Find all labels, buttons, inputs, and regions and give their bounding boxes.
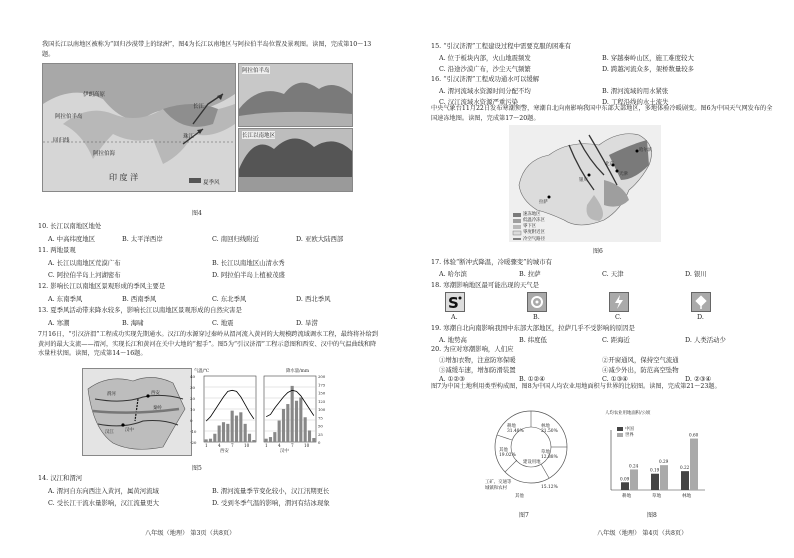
precip-bar xyxy=(269,437,272,442)
fig6-legend-3: 零下区 xyxy=(523,224,537,229)
precip-tick-label: 150 xyxy=(318,390,326,396)
page-4 xyxy=(397,0,794,558)
q11-stem: 11. 两地景观 xyxy=(38,246,76,254)
temp-line xyxy=(206,390,254,421)
fig6-label-harbin: 哈尔滨 xyxy=(639,148,653,153)
fig8-value-label: 0.24 xyxy=(629,463,639,469)
photo-label-arabia: 阿拉伯半岛 xyxy=(242,68,270,74)
fig5-label-qinling: 秦岭 xyxy=(153,406,162,411)
temp-tick-label: 30 xyxy=(190,385,196,390)
q19-option-b[interactable]: B. 纬度低 xyxy=(519,336,547,344)
precip-bar xyxy=(222,422,225,442)
fig6-label-yinchuan: 银川 xyxy=(579,178,588,183)
q11-option-c[interactable]: C. 阿拉伯半岛上河湖密布 xyxy=(48,271,121,279)
month-tick-label: 1 xyxy=(265,443,268,448)
precip-bar xyxy=(248,434,251,442)
page-4-footer: 八年级（地理） 第4页（共8页） xyxy=(597,530,688,537)
precip-bar xyxy=(235,416,238,442)
fig6-label-lhasa: 拉萨 xyxy=(539,200,548,205)
q19-option-a[interactable]: A. 地势高 xyxy=(439,336,467,344)
q16-option-c[interactable]: C. 汉江流域水资源严重污染 xyxy=(439,98,519,106)
q13-option-a[interactable]: A. 寒潮 xyxy=(48,319,70,327)
fig8-chart xyxy=(601,410,709,506)
photo-label-south: 长江以南地区 xyxy=(242,133,276,139)
intro-14-16: 7月16日，“引汉济渭”工程成功实现先期通水。汉江的水源穿过秦岭从渭河流入黄河的大规模跨流域调水工程，最终将补给到黄河的最大支流——渭河，实现长江和黄河在关中大地的“握手”。图5为“引汉济渭”工程示意图和西安、汉中的气温曲线和降水量柱状图。读图，完成第14～16题。 xyxy=(38,331,378,357)
fig7-note-2: 城镇和农村 xyxy=(485,486,507,491)
precip-bar xyxy=(252,440,255,442)
precip-tick-label: 75 xyxy=(318,415,323,421)
q12-option-c[interactable]: C. 东北季风 xyxy=(212,295,247,303)
q16-option-d[interactable]: D. 工程沿线的水土流失 xyxy=(602,98,669,106)
q17-option-d[interactable]: D. 银川 xyxy=(685,270,707,278)
fig8-value-label: 0.60 xyxy=(689,432,699,438)
q19-option-d[interactable]: D. 人类活动少 xyxy=(685,336,726,344)
q20-stem: 20. 为应对寒潮影响，人们应 xyxy=(431,345,514,353)
fig5-city-xian: 西安 xyxy=(220,449,229,454)
month-tick-label: 10 xyxy=(244,443,250,448)
q18-stem: 18. 寒潮影响地区最可能出现的天气是 xyxy=(431,281,540,289)
fig8-bar xyxy=(630,469,638,490)
precip-tick-label: 0 xyxy=(318,440,321,445)
month-tick-label: 4 xyxy=(218,443,221,448)
q13-option-c[interactable]: C. 地震 xyxy=(212,319,234,327)
q11-option-b[interactable]: B. 长江以南地区山清水秀 xyxy=(212,259,285,267)
precip-bar xyxy=(282,409,285,442)
q15-option-c[interactable]: C. 沿途沙漠广布，沙尘天气频繁 xyxy=(439,65,531,73)
map-label-tropic: 回归线 xyxy=(53,138,70,144)
q15-option-d[interactable]: D. 跨越河流众多，架桥数量较多 xyxy=(602,65,695,73)
precip-bar xyxy=(273,432,276,442)
fig6-label-tianjin: 天津 xyxy=(619,172,628,177)
q20-option-a[interactable]: A. ①②③ xyxy=(439,375,465,383)
q11-option-a[interactable]: A. 长江以南地区荒漠广布 xyxy=(48,259,121,267)
map-legend-monsoon: 夏季风 xyxy=(203,180,220,186)
q13-option-b[interactable]: B. 海啸 xyxy=(122,319,144,327)
q12-option-a[interactable]: A. 东南季风 xyxy=(48,295,83,303)
fig5-map xyxy=(82,368,192,456)
fig7-slice-3-value: 12.88% xyxy=(541,455,558,460)
fig8-legend-china: 中国 xyxy=(625,427,634,432)
fig7-note-1: 工矿、交通等 xyxy=(485,480,512,485)
q19-option-c[interactable]: C. 距海近 xyxy=(602,336,630,344)
fig7-slice-1-value: 31.48% xyxy=(507,429,524,434)
precip-bar xyxy=(231,411,234,442)
q17-option-b[interactable]: B. 拉萨 xyxy=(519,270,541,278)
precip-tick-label: 125 xyxy=(318,398,326,404)
fig7-pie xyxy=(485,405,593,505)
q16-stem: 16. “引汉济渭”工程成功通水可以缓解 xyxy=(431,75,540,83)
precip-tick-label: 100 xyxy=(318,407,326,412)
temp-tick-label: 10 xyxy=(190,407,196,412)
q20-statement-1: ①增加衣物，注意防寒保暖 xyxy=(439,356,516,364)
fig7-slice-3-name: 草地 xyxy=(541,450,550,455)
q10-option-c[interactable]: C. 南回归线附近 xyxy=(212,235,260,243)
q15-option-a[interactable]: A. 位于板块内部，火山地震频发 xyxy=(439,54,531,62)
fig5-climate-charts xyxy=(190,368,330,454)
intro-10-13: 我国长江以南地区被称为“回归沙漠带上的绿洲”，图4为长江以南地区与阿拉伯半岛位置及景观图。读图，完成第10～13题。 xyxy=(42,41,372,58)
map-label-indian-ocean: 印 度 洋 xyxy=(109,173,139,182)
month-tick-label: 7 xyxy=(231,443,234,448)
fig4-photo-south xyxy=(238,128,353,192)
q18-option-a[interactable]: A. xyxy=(451,313,458,321)
q20-statement-2: ②开窗通风，保持空气流通 xyxy=(602,356,679,364)
q14-option-b[interactable]: B. 渭河流量季节变化较小，汉江汛期更长 xyxy=(212,487,330,495)
fig8-bar xyxy=(651,474,659,490)
fig7-caption: 图7 xyxy=(519,512,529,519)
temp-tick-label: -10 xyxy=(190,429,197,434)
map-label-arabia: 阿拉伯半岛 xyxy=(55,114,83,120)
q11-option-d[interactable]: D. 阿拉伯半岛上植被茂盛 xyxy=(212,271,285,279)
month-tick-label: 4 xyxy=(278,443,281,448)
precip-bar xyxy=(213,434,216,442)
temp-tick-label: 20 xyxy=(190,396,196,401)
freezing-rain-weather-icon xyxy=(691,292,711,312)
fig6-legend-2: 低温冷冻区 xyxy=(523,218,545,223)
fig8-title: 人均农业用地面积/公顷 xyxy=(605,411,651,416)
fig7-slice-5-name: 其他 xyxy=(499,448,508,453)
precip-bar xyxy=(226,424,229,442)
q15-stem: 15. “引汉济渭”工程建设过程中需要克服的困难有 xyxy=(431,42,572,50)
map-label-yangtze: 长江 xyxy=(193,104,205,110)
q10-option-a[interactable]: A. 中高纬度地区 xyxy=(48,235,96,243)
precip-bar xyxy=(209,439,212,442)
month-tick-label: 1 xyxy=(205,443,208,448)
fig4-photo-arabia xyxy=(238,63,353,127)
fig7-slice-4-name: 建设用地 xyxy=(523,460,541,465)
fig6-legend-4: 零度附近区 xyxy=(523,230,545,235)
fig7-note-3: 其他 xyxy=(515,494,524,499)
q13-option-d[interactable]: D. 旱涝 xyxy=(296,319,318,327)
fig6-label-beijing: 北京 xyxy=(605,162,614,167)
sandstorm-weather-icon xyxy=(445,292,465,312)
temp-tick-label: -20 xyxy=(190,440,197,445)
fig6-caption: 图6 xyxy=(593,248,603,255)
fig4-caption: 图4 xyxy=(192,210,202,217)
fig5-caption: 图5 xyxy=(192,465,202,472)
q18-option-c[interactable]: C. xyxy=(615,313,622,321)
fig4-map-svg xyxy=(43,64,235,191)
q18-option-d[interactable]: D. xyxy=(697,313,704,321)
fig7-slice-2-value: 21.50% xyxy=(541,429,558,434)
precip-tick-label: 25 xyxy=(318,431,323,437)
fig4-map xyxy=(42,63,236,192)
precip-bar xyxy=(278,421,281,442)
map-label-arabian-sea: 阿拉伯海 xyxy=(93,151,116,157)
q14-option-a[interactable]: A. 渭河自东向西注入黄河，属黄河流域 xyxy=(48,487,159,495)
q20-option-d[interactable]: D. ②③④ xyxy=(685,375,712,383)
month-tick-label: 7 xyxy=(291,443,294,448)
fig7-slice-4-value: 15.12% xyxy=(541,485,558,490)
fig7-slice-1-name: 耕地 xyxy=(507,424,516,429)
precip-tick-label: 175 xyxy=(318,382,326,388)
fig8-value-label: 0.09 xyxy=(620,476,630,482)
fig8-value-label: 0.19 xyxy=(650,467,660,473)
precip-bar xyxy=(244,424,247,442)
fig5-label-hanjiang: 汉江 xyxy=(105,430,114,435)
intro-17-20: 中央气象台11月22日发布寒潮预警，寒潮自北向南影响我国中东部大部地区，多地体验冷暖剧变。图6为中国天气网发布的全国速冻地图。读图，完成第17～20题。 xyxy=(431,105,773,122)
q17-option-a[interactable]: A. 哈尔滨 xyxy=(439,270,467,278)
q15-option-b[interactable]: B. 穿越秦岭山区，施工难度较大 xyxy=(602,54,694,62)
fig5-climate-svg xyxy=(190,368,330,454)
q12-stem: 12. 影响长江以南地区景观形成的季风主要是 xyxy=(38,282,166,290)
typhoon-weather-icon xyxy=(527,292,547,312)
svg-text:S: S xyxy=(448,294,459,311)
fig8-category-label: 林地 xyxy=(682,494,692,499)
precip-bar xyxy=(291,386,294,442)
q19-stem: 19. 寒潮自北向南影响我国中东部大部地区，拉萨几乎不受影响的原因是 xyxy=(431,324,635,332)
q10-option-d[interactable]: D. 亚欧大陆西部 xyxy=(296,235,344,243)
fig8-caption: 图8 xyxy=(647,512,657,519)
intro-21-23: 图7为中国土地利用类型构成图，图8为中国人均农业用地面积与世界的比较图。读图，完成第21～23题。 xyxy=(431,383,721,390)
temp-tick-label: 40 xyxy=(190,374,196,379)
precip-bar xyxy=(304,417,307,442)
fig5-label-hanzhong: 汉中 xyxy=(125,428,134,433)
map-label-iran: 伊朗高原 xyxy=(83,92,106,98)
q14-option-d[interactable]: D. 受到冬季气温的影响，渭河有结冰现象 xyxy=(212,499,330,507)
fig5-map-svg xyxy=(83,369,191,455)
fig7-slice-5-value: 19.02% xyxy=(499,453,516,458)
q20-option-c[interactable]: C. ①③④ xyxy=(602,375,628,383)
fig8-category-label: 草地 xyxy=(652,494,662,499)
fig8-bar xyxy=(660,465,668,490)
q18-option-b[interactable]: B. xyxy=(533,313,540,321)
precip-bar xyxy=(312,438,315,442)
page-3-footer: 八年级（地理） 第3页（共8页） xyxy=(145,530,236,537)
fig8-bar xyxy=(690,439,698,490)
fig8-bar xyxy=(621,482,629,490)
fig8-value-label: 0.29 xyxy=(659,459,669,465)
fig5-temp-title: 气温/℃ xyxy=(194,369,210,374)
fig8-legend-world-swatch xyxy=(617,433,623,437)
q12-option-b[interactable]: B. 西南季风 xyxy=(122,295,157,303)
temp-tick-label: 0 xyxy=(190,418,193,423)
fig5-label-xian: 西安 xyxy=(151,391,160,396)
q17-option-c[interactable]: C. 天津 xyxy=(602,270,624,278)
fig8-category-label: 耕地 xyxy=(622,494,632,499)
precip-bar xyxy=(218,426,221,443)
fig6-legend-1: 速冻地区 xyxy=(523,212,541,217)
q13-stem: 13. 夏季风活动带来降水较多，影响长江以南地区景观形成的自然灾害是 xyxy=(38,306,242,314)
precip-bar xyxy=(299,397,302,442)
map-label-pearl: 珠江 xyxy=(183,134,195,140)
q10-option-b[interactable]: B. 太平洋西岸 xyxy=(122,235,163,243)
q14-stem: 14. 汉江和渭河 xyxy=(38,474,83,482)
q20-option-b[interactable]: B. ①②④ xyxy=(519,375,545,383)
fig5-city-hanzhong: 汉中 xyxy=(280,449,289,454)
precip-tick-label: 200 xyxy=(318,374,326,379)
fig8-value-label: 0.22 xyxy=(680,465,690,471)
precip-bar xyxy=(308,430,311,442)
q20-statement-3: ③减缓车速，增加防滑装置 xyxy=(439,366,516,374)
q10-stem: 10. 长江以南地区地处 xyxy=(38,222,102,230)
precip-tick-label: 50 xyxy=(318,423,323,429)
q12-option-d[interactable]: D. 西北季风 xyxy=(296,295,331,303)
fig6-legend-5: 冷空气路径 xyxy=(523,237,545,242)
fig8-legend-world: 世界 xyxy=(625,433,634,438)
q16-option-b[interactable]: B. 渭河流域的用水紧张 xyxy=(602,87,669,95)
fig8-legend-china-swatch xyxy=(617,427,623,431)
fig8-bar-svg xyxy=(601,416,709,506)
fig7-slice-2-name: 林地 xyxy=(541,424,550,429)
fig5-precip-title: 降水量/mm xyxy=(286,369,309,374)
precip-bar xyxy=(239,412,242,442)
q20-statement-4: ④减少外出，防范高空坠物 xyxy=(602,366,679,374)
month-tick-label: 10 xyxy=(304,443,310,448)
precip-bar xyxy=(265,439,268,442)
fig8-bar xyxy=(681,471,689,490)
precip-bar xyxy=(205,439,208,442)
q14-option-c[interactable]: C. 受长江干流水量影响，汉江流量更大 xyxy=(48,499,159,507)
precip-bar xyxy=(295,401,298,442)
q16-option-a[interactable]: A. 渭河流域水资源时间分配不均 xyxy=(439,87,531,95)
precip-bar xyxy=(286,404,289,442)
q17-stem: 17. 体验“断冲式降温，冷暖骤变”的城市有 xyxy=(431,258,552,266)
fig6-map xyxy=(509,125,661,242)
temp-line xyxy=(266,390,314,416)
fig5-label-weihe: 渭河 xyxy=(107,392,116,397)
thunder-weather-icon xyxy=(609,292,629,312)
